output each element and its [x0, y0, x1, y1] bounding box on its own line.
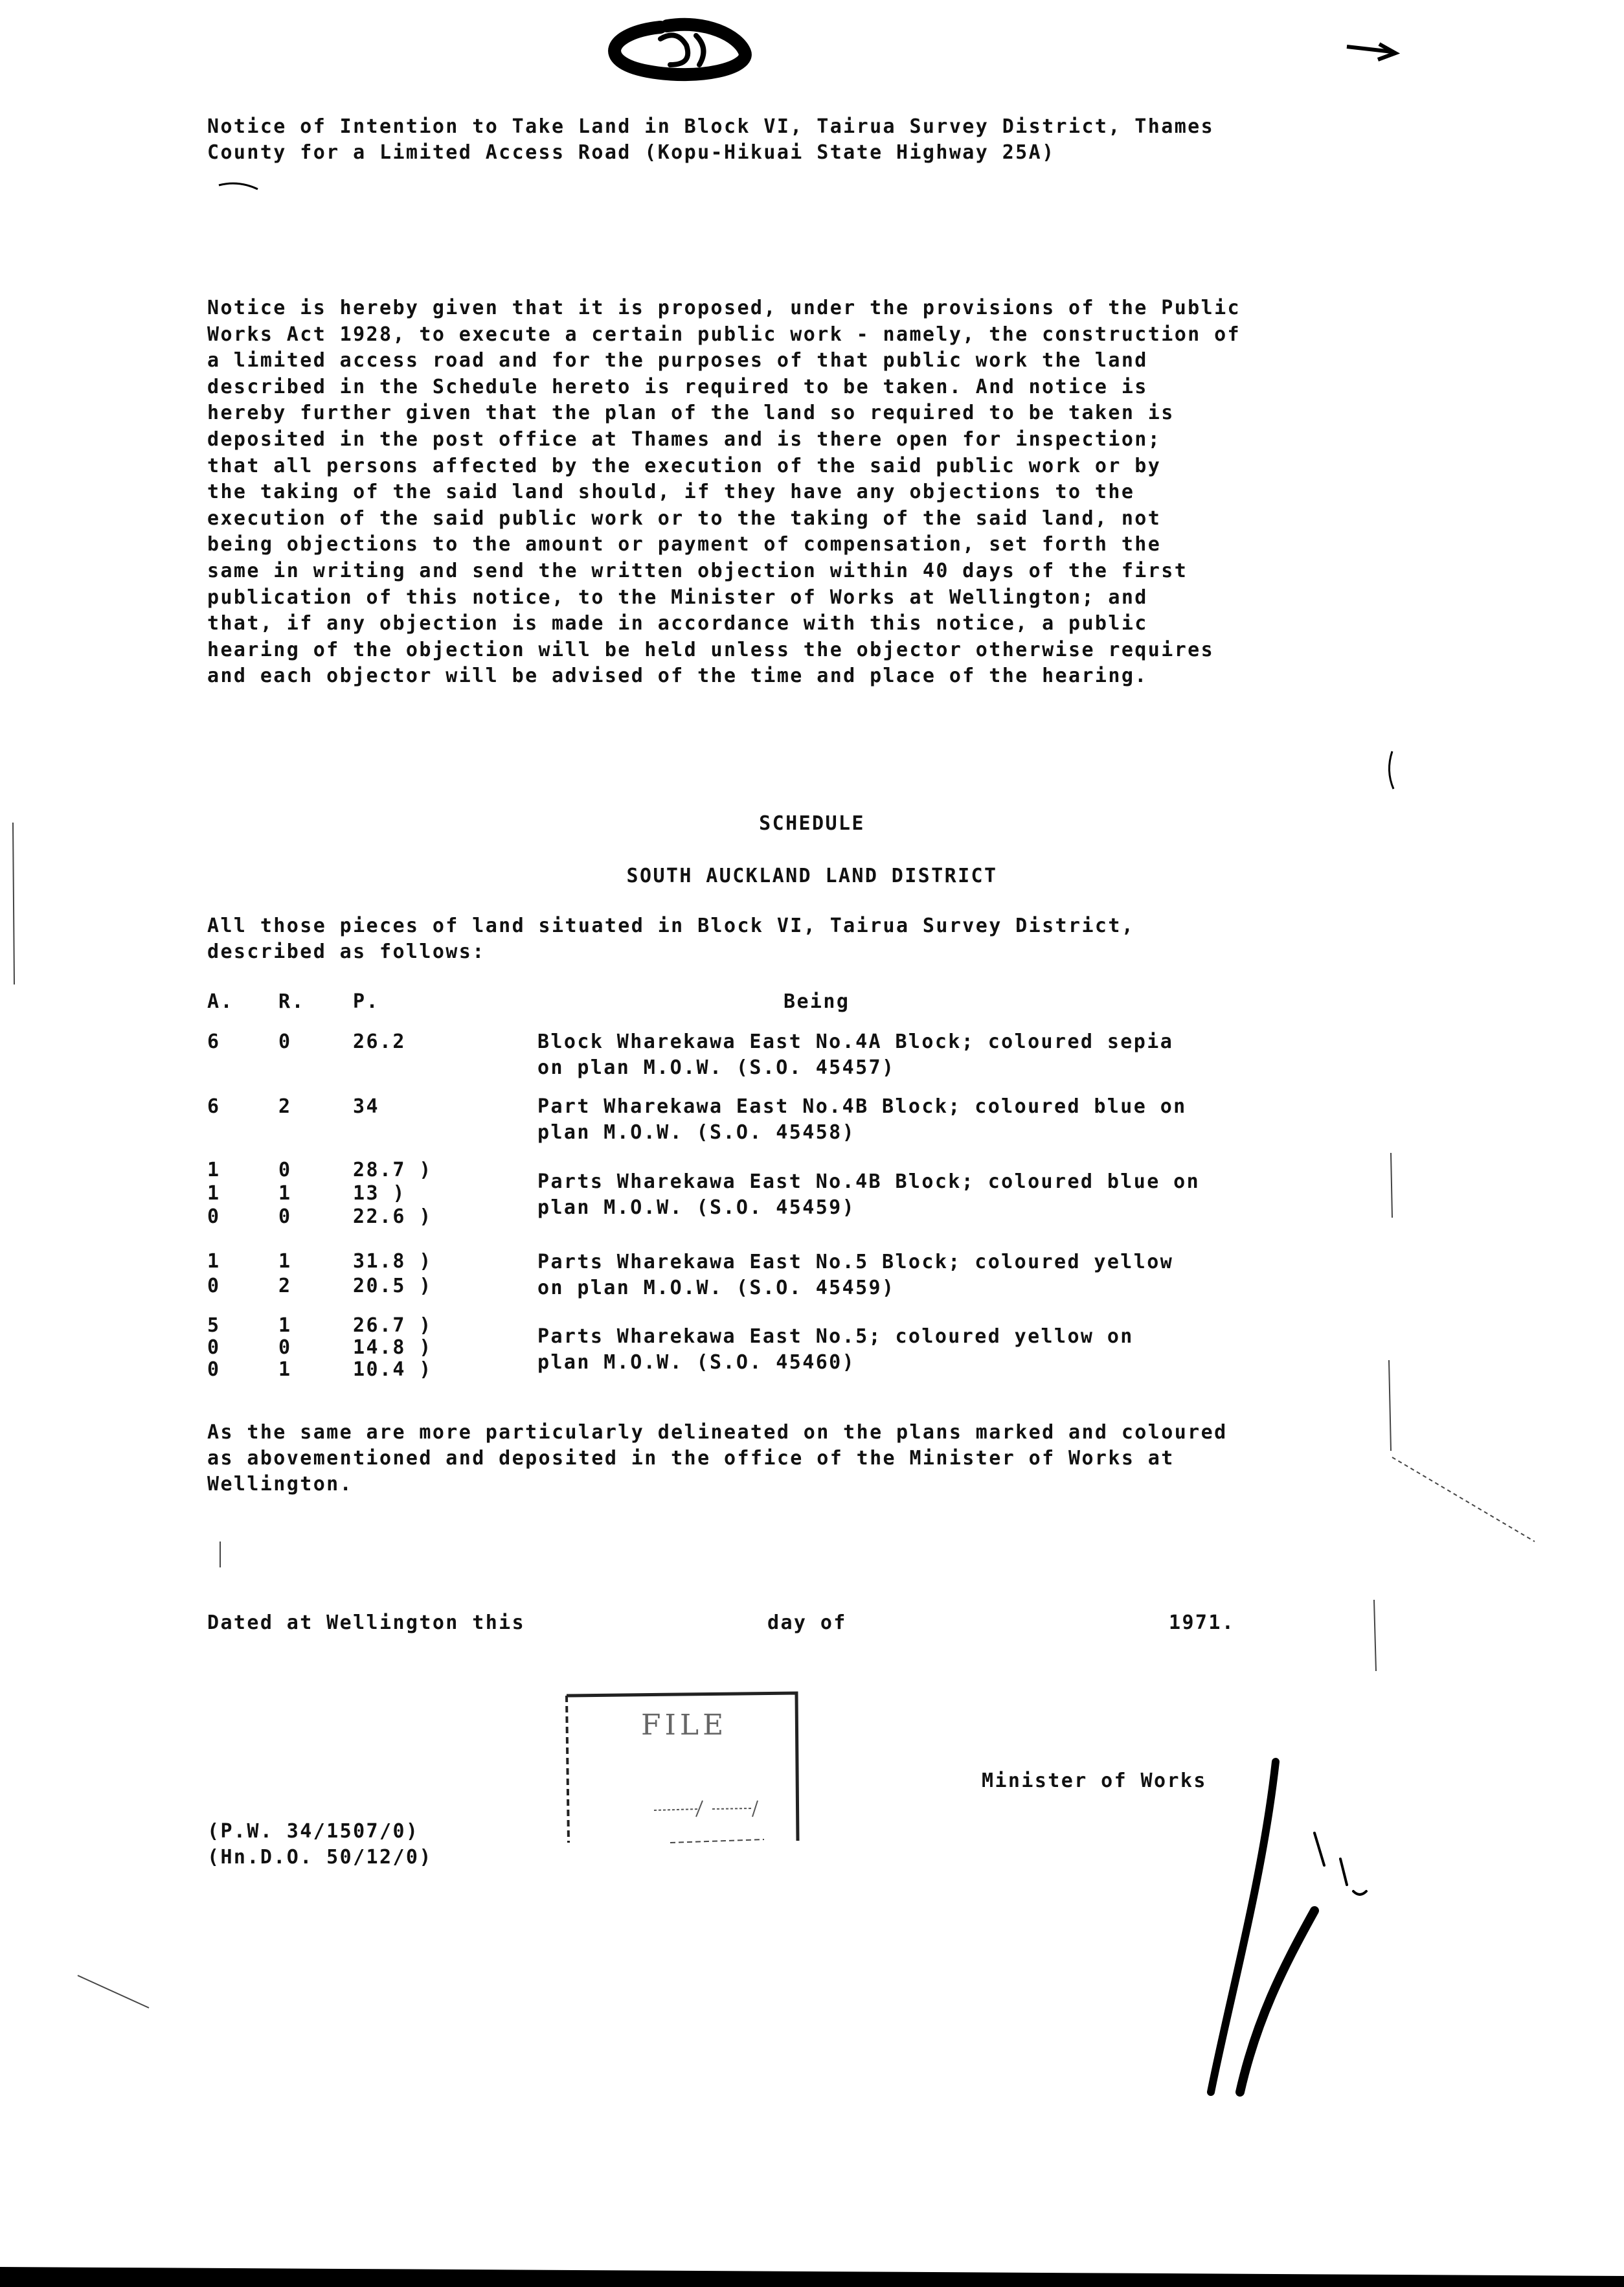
cell-perches: 26.7 ) 14.8 ) 10.4 ): [353, 1314, 433, 1381]
folio-scribble: [615, 25, 745, 74]
closing-paragraph: As the same are more particularly delineated on the plans marked and coloured as abovementioned and deposited in the office of the Minister of Works at Wellington.: [207, 1421, 1228, 1496]
cell-roods: 2: [278, 1095, 292, 1118]
cell-roods: 1 0 1: [278, 1314, 292, 1381]
notice-body: Notice is hereby given that it is proposed, under the provisions of the Public Works Act 1928, to execute a certain public work - namely, the construction of a limited access road and for the purposes of that public work the land described in the Schedule hereto is required to be taken. And notice is hereby further given that the plan of the land so required to be taken is deposited in the post office at Thames and is there open for inspection; that all persons affected by the execution of the said public work or by the taking of the said land should, if they have any objections to the execution of the said public work or to the taking of the said land, not being objections to the amount or payment of compensation, set forth the same in writing and send the written objection within 40 days of the first publication of this notice, to the Minister of Works at Wellington; and that, if any objection is made in accordance with this notice, a public hearing of the objection will be held unless the objector otherwise requires and each objector will be advised of the time and place of the hearing.: [207, 297, 1241, 688]
cell-perches: 34: [353, 1095, 379, 1118]
margin-bracket: [1389, 751, 1393, 789]
cell-being: Parts Wharekawa East No.5; coloured yellow on plan M.O.W. (S.O. 45460): [537, 1325, 1134, 1374]
cell-perches: 31.8 ) 20.5 ): [353, 1250, 433, 1297]
cell-being: Block Wharekawa East No.4A Block; coloured sepia on plan M.O.W. (S.O. 45457): [537, 1030, 1174, 1079]
column-header-roods: R.: [278, 990, 305, 1013]
dated-prefix: Dated at Wellington this: [207, 1611, 526, 1634]
cell-roods: 1 2: [278, 1250, 292, 1297]
cell-acres: 5 0 0: [207, 1314, 221, 1381]
schedule-heading: SCHEDULE: [759, 812, 865, 835]
cell-acres: 6: [207, 1030, 221, 1053]
column-header-acres: A.: [207, 990, 234, 1013]
dated-year: 1971.: [1169, 1611, 1235, 1634]
notice-title: Notice of Intention to Take Land in Block VI, Tairua Survey District, Thames County for a Limited Access Road (Kopu-Hikuai State Highway 25A): [207, 115, 1215, 164]
file-references: (P.W. 34/1507/0) (Hn.D.O. 50/12/0): [207, 1820, 433, 1869]
cell-being: Parts Wharekawa East No.5 Block; coloured yellow on plan M.O.W. (S.O. 45459): [537, 1251, 1174, 1299]
cell-acres: 1 0: [207, 1250, 221, 1297]
dated-day: day of: [767, 1611, 847, 1634]
cell-perches: 28.7 ) 13 ) 22.6 ): [353, 1159, 433, 1228]
cell-perches: 26.2: [353, 1030, 406, 1053]
bottom-edge-scan-band: [0, 2267, 1624, 2287]
title-underline-tick: [219, 183, 258, 189]
column-header-perches: P.: [353, 990, 379, 1013]
schedule-intro: All those pieces of land situated in Block VI, Tairua Survey District, described as follows:: [207, 915, 1135, 963]
file-stamp-label: FILE: [641, 1709, 728, 1742]
signature-strokes: [1211, 1762, 1366, 2092]
cell-acres: 6: [207, 1095, 221, 1118]
cell-being: Part Wharekawa East No.4B Block; coloured blue on plan M.O.W. (S.O. 45458): [537, 1095, 1187, 1144]
signatory-title: Minister of Works: [982, 1769, 1207, 1792]
cell-being: Parts Wharekawa East No.4B Block; coloured blue on plan M.O.W. (S.O. 45459): [537, 1170, 1201, 1219]
cell-acres: 1 1 0: [207, 1159, 221, 1228]
district-heading: SOUTH AUCKLAND LAND DISTRICT: [626, 865, 998, 887]
cell-roods: 0: [278, 1030, 292, 1053]
top-right-arrow-mark: [1347, 44, 1395, 60]
cell-roods: 0 1 0: [278, 1159, 292, 1228]
column-header-being: Being: [784, 990, 850, 1013]
